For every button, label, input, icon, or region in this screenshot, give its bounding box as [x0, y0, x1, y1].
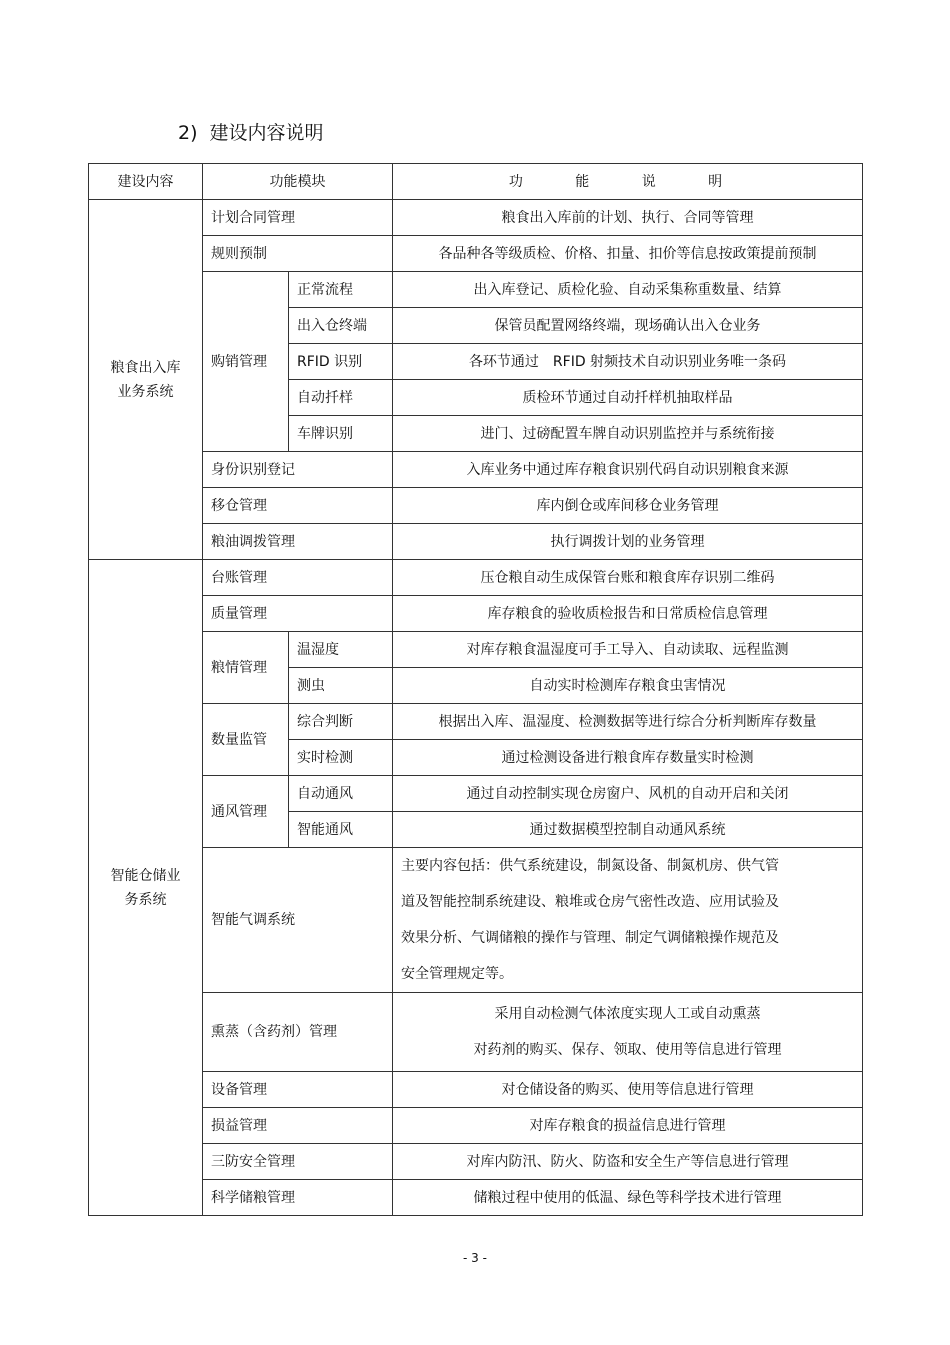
desc-cell-multiline [393, 848, 863, 993]
module-cell: 三防安全管理 [203, 1144, 393, 1180]
desc-cell: 对仓储设备的购买、使用等信息进行管理 [393, 1072, 863, 1108]
system-cell-2 [89, 560, 203, 1216]
table-row [89, 632, 863, 668]
desc-cell: 通过检测设备进行粮食库存数量实时检测 [393, 740, 863, 776]
desc-cell: 库内倒仓或库间移仓业务管理 [393, 488, 863, 524]
module-cell: 智能气调系统 [203, 848, 393, 993]
module-cell: 身份识别登记 [203, 452, 393, 488]
desc-cell: 粮食出入库前的计划、执行、合同等管理 [393, 200, 863, 236]
header-module: 功能模块 [203, 164, 393, 200]
desc-cell: 根据出入库、温湿度、检测数据等进行综合分析判断库存数量 [393, 704, 863, 740]
table-row [89, 848, 863, 993]
module-cell: 粮情管理 [203, 632, 289, 704]
system-name-line: 粮食出入库 [110, 359, 181, 376]
system-name-line: 业务系统 [117, 383, 174, 400]
desc-line: 采用自动检测气体浓度实现人工或自动熏蒸 [494, 1006, 761, 1022]
desc-cell: 进门、过磅配置车牌自动识别监控并与系统衔接 [393, 416, 863, 452]
submodule-cell: 综合判断 [289, 704, 393, 740]
submodule-cell: 智能通风 [289, 812, 393, 848]
desc-cell: 储粮过程中使用的低温、绿色等科学技术进行管理 [393, 1180, 863, 1216]
table-row [89, 200, 863, 236]
module-cell: 计划合同管理 [203, 200, 393, 236]
submodule-cell: RFID 识别 [289, 344, 393, 380]
table-row [89, 524, 863, 560]
section-title: 建设内容说明 [209, 122, 324, 144]
desc-cell: 对库内防汛、防火、防盗和安全生产等信息进行管理 [393, 1144, 863, 1180]
desc-line: 安全管理规定等。 [401, 966, 513, 982]
header-desc: 功 能 说 明 [393, 164, 863, 200]
submodule-cell: 温湿度 [289, 632, 393, 668]
desc-cell: 自动实时检测库存粮食虫害情况 [393, 668, 863, 704]
page-number: - 3 - [463, 1251, 487, 1265]
table-row [89, 596, 863, 632]
submodule-cell: 车牌识别 [289, 416, 393, 452]
construction-table [88, 163, 863, 1216]
desc-cell: 通过自动控制实现仓房窗户、风机的自动开启和关闭 [393, 776, 863, 812]
table-row [89, 776, 863, 812]
table-row [89, 993, 863, 1072]
table-row [89, 452, 863, 488]
module-cell: 通风管理 [203, 776, 289, 848]
desc-cell: 各品种各等级质检、价格、扣量、扣价等信息按政策提前预制 [393, 236, 863, 272]
submodule-cell: 正常流程 [289, 272, 393, 308]
desc-cell: 各环节通过 RFID 射频技术自动识别业务唯一条码 [393, 344, 863, 380]
desc-cell: 执行调拨计划的业务管理 [393, 524, 863, 560]
module-cell: 科学储粮管理 [203, 1180, 393, 1216]
desc-cell: 质检环节通过自动扦样机抽取样品 [393, 380, 863, 416]
module-cell: 损益管理 [203, 1108, 393, 1144]
desc-cell: 压仓粮自动生成保管台账和粮食库存识别二维码 [393, 560, 863, 596]
module-cell: 数量监管 [203, 704, 289, 776]
table-header-row [89, 164, 863, 200]
desc-line: 主要内容包括：供气系统建设，制氮设备、制氮机房、供气管 [401, 858, 779, 874]
desc-cell: 库存粮食的验收质检报告和日常质检信息管理 [393, 596, 863, 632]
table-row [89, 1108, 863, 1144]
module-cell: 粮油调拨管理 [203, 524, 393, 560]
desc-cell: 出入库登记、质检化验、自动采集称重数量、结算 [393, 272, 863, 308]
module-cell: 规则预制 [203, 236, 393, 272]
system-name-line: 智能仓储业 [110, 867, 181, 884]
table-row [89, 488, 863, 524]
module-cell: 设备管理 [203, 1072, 393, 1108]
table-row [89, 704, 863, 740]
desc-line: 效果分析、气调储粮的操作与管理、制定气调储粮操作规范及 [401, 930, 779, 946]
desc-line: 道及智能控制系统建设、粮堆或仓房气密性改造、应用试验及 [401, 894, 779, 910]
table-row [89, 236, 863, 272]
desc-cell: 对库存粮食温湿度可手工导入、自动读取、远程监测 [393, 632, 863, 668]
module-cell: 熏蒸（含药剂）管理 [203, 993, 393, 1072]
module-cell: 台账管理 [203, 560, 393, 596]
module-cell: 购销管理 [203, 272, 289, 452]
system-cell-1 [89, 200, 203, 560]
system-name-line: 务系统 [124, 891, 167, 908]
desc-cell: 对库存粮食的损益信息进行管理 [393, 1108, 863, 1144]
table-row [89, 1144, 863, 1180]
desc-line: 对药剂的购买、保存、领取、使用等信息进行管理 [473, 1042, 782, 1058]
submodule-cell: 出入仓终端 [289, 308, 393, 344]
desc-cell: 保管员配置网络终端，现场确认出入仓业务 [393, 308, 863, 344]
submodule-cell: 实时检测 [289, 740, 393, 776]
table-row [89, 560, 863, 596]
desc-cell-multiline [393, 993, 863, 1072]
submodule-cell: 测虫 [289, 668, 393, 704]
desc-cell: 通过数据模型控制自动通风系统 [393, 812, 863, 848]
table-row [89, 272, 863, 308]
header-content: 建设内容 [89, 164, 203, 200]
table-row [89, 1072, 863, 1108]
submodule-cell: 自动通风 [289, 776, 393, 812]
module-cell: 质量管理 [203, 596, 393, 632]
desc-cell: 入库业务中通过库存粮食识别代码自动识别粮食来源 [393, 452, 863, 488]
table-row [89, 1180, 863, 1216]
section-heading [178, 118, 324, 145]
submodule-cell: 自动扦样 [289, 380, 393, 416]
section-number: 2) [178, 122, 198, 144]
module-cell: 移仓管理 [203, 488, 393, 524]
